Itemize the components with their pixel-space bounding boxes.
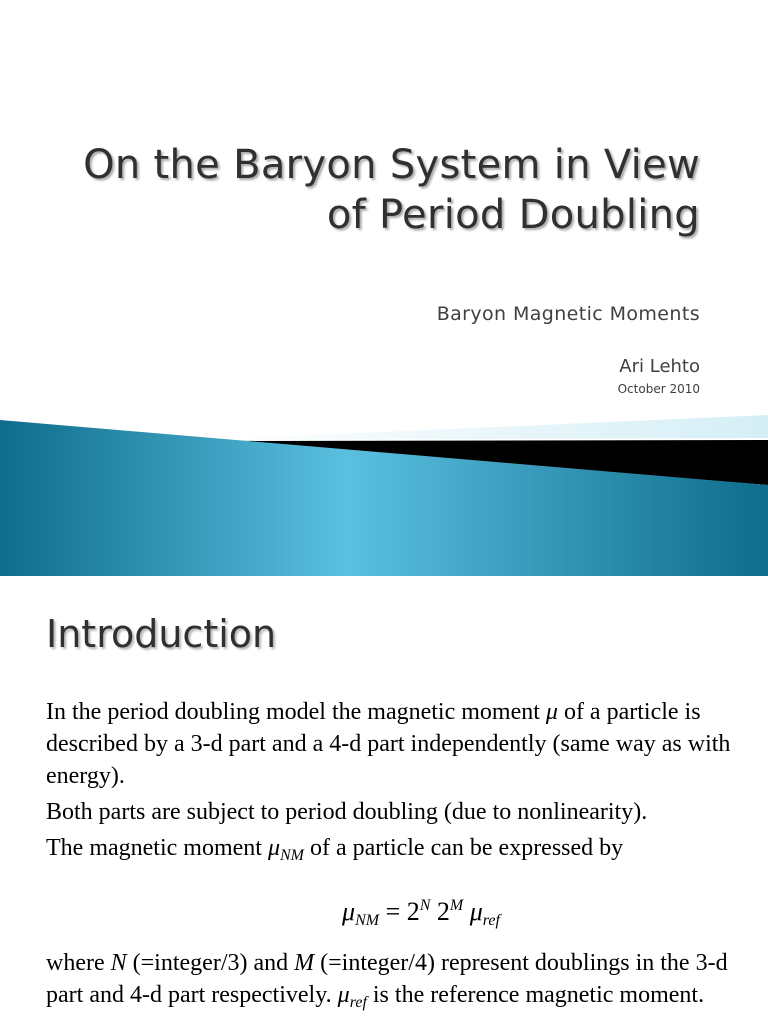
slide-heading: Introduction <box>46 612 277 656</box>
paragraph-1: In the period doubling model the magnetic moment μ of a particle is described by a 3-d part and a 4-d part independently (same way as with energy). <box>46 699 731 789</box>
paragraph-4: where N (=integer/3) and M (=integer/4) represent doublings in the 3-d part and 4-d part respectively. $\mu_{ref}$ is the reference magnetic moment. <box>46 950 728 1011</box>
paragraph-2: Both parts are subject to period doubling (due to nonlinearity). <box>46 799 648 825</box>
swoosh-pale-band <box>200 415 768 440</box>
slide-body <box>46 696 736 1023</box>
mu-symbol: μ <box>545 699 558 725</box>
slide-title-line1: On the Baryon System in View <box>83 142 700 188</box>
slide-title-line2: of Period Doubling <box>326 192 700 238</box>
presentation-date: October 2010 <box>617 382 700 396</box>
slide-title <box>40 140 700 240</box>
paragraph-3: The magnetic moment $\mu_{NM}$ of a particle can be expressed by <box>46 835 624 864</box>
decorative-swoosh <box>0 410 768 576</box>
slide-subtitle: Baryon Magnetic Moments <box>436 303 700 325</box>
author-name: Ari Lehto <box>619 356 700 377</box>
introduction-slide <box>0 576 768 1024</box>
magnetic-moment-equation: $\mu_{NM} = 2^N$ $2^M$ $\mu_{ref}$ <box>342 897 500 929</box>
